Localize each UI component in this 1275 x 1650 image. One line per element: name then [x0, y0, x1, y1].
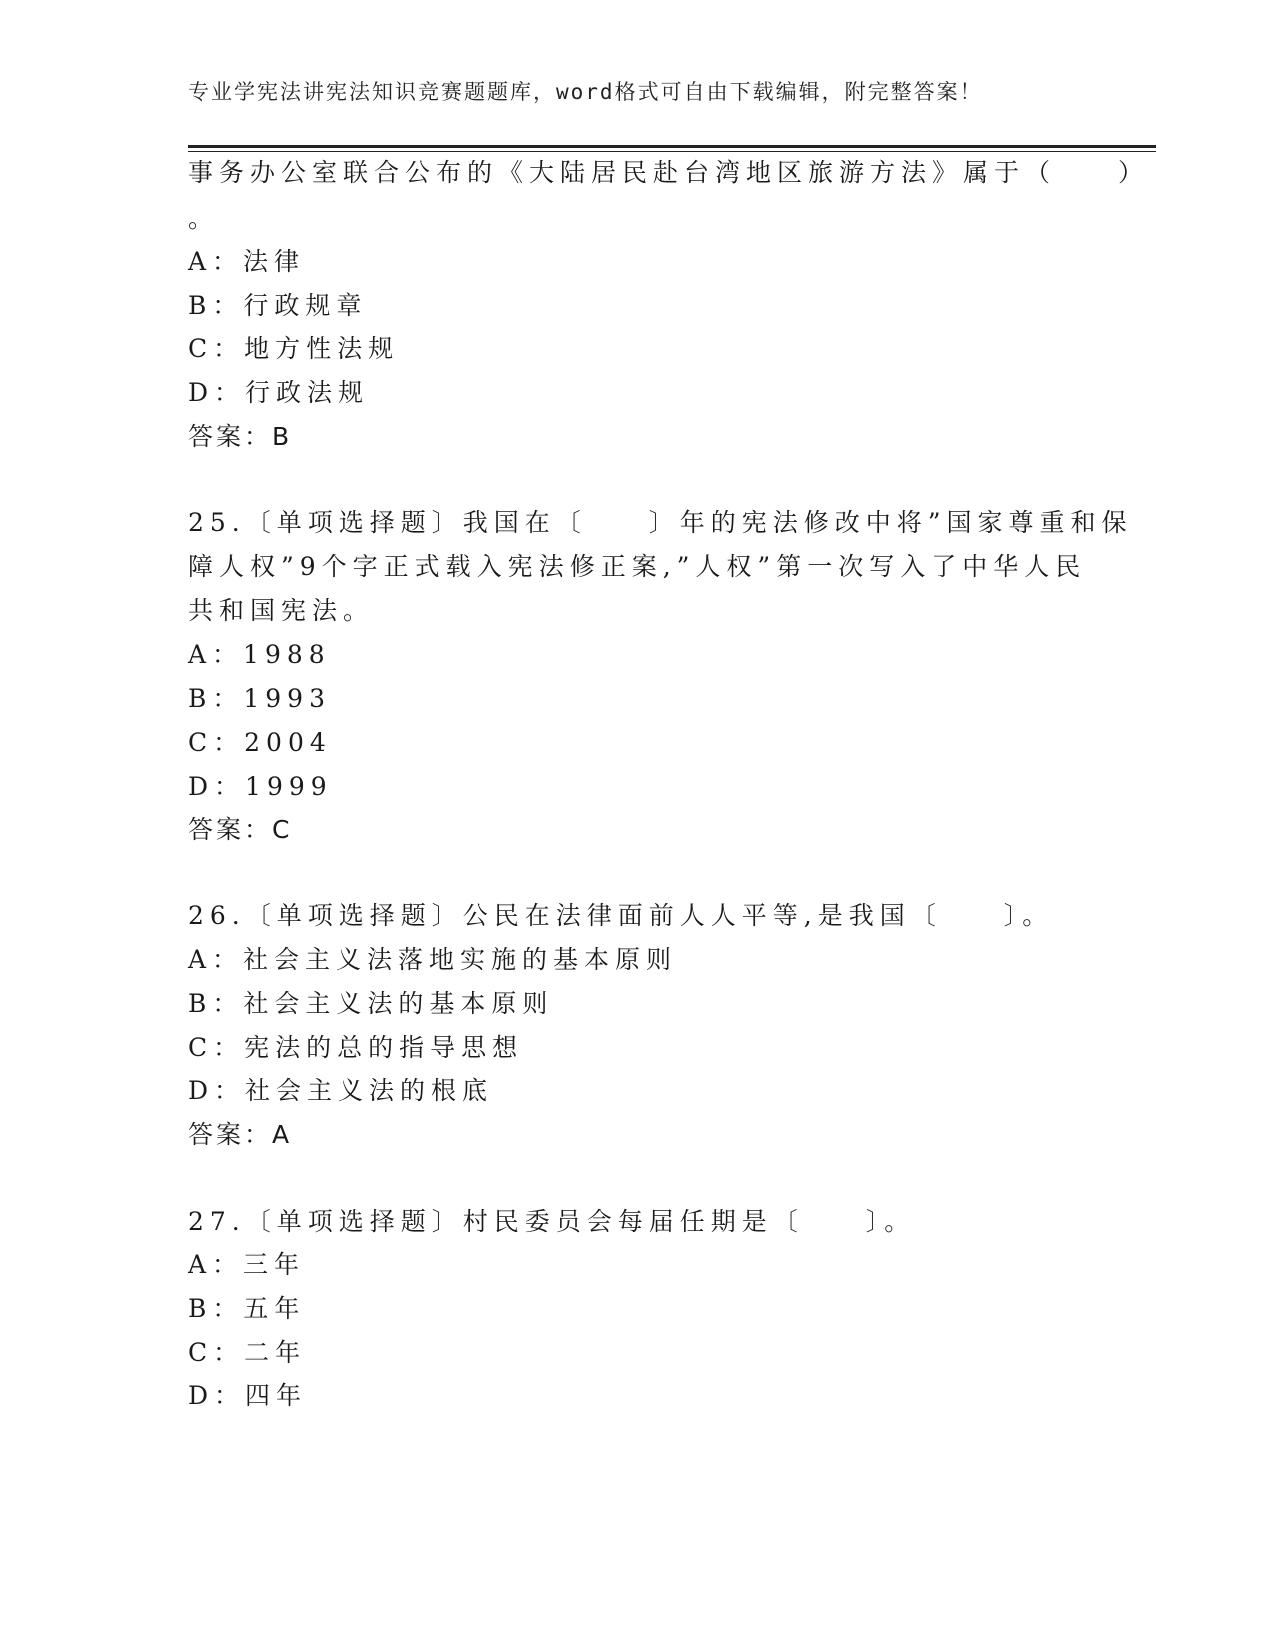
- header-rule-thin: [188, 151, 1156, 152]
- question-26-stem-line1: 26.〔单项选择题〕公民在法律面前人人平等,是我国〔 〕。: [188, 901, 1054, 930]
- question-24-stem-line2: 。: [188, 204, 220, 233]
- question-25-answer: 答案：C: [188, 815, 293, 844]
- question-24-option-d: D：行政法规: [188, 378, 370, 407]
- question-27-option-b: B：五年: [188, 1294, 306, 1323]
- question-25-stem-line1: 25.〔单项选择题〕我国在〔 〕年的宪法修改中将”国家尊重和保: [188, 508, 1133, 537]
- question-26-option-c: C：宪法的总的指导思想: [188, 1033, 524, 1062]
- question-25-option-d: D：1999: [188, 772, 333, 801]
- question-27-stem-line1: 27.〔单项选择题〕村民委员会每届任期是〔 〕。: [188, 1207, 916, 1236]
- page-header: 专业学宪法讲宪法知识竞赛题题库，word格式可自由下载编辑，附完整答案！: [188, 80, 983, 104]
- question-24-option-c: C：地方性法规: [188, 334, 400, 363]
- question-25-option-c: C：2004: [188, 728, 332, 757]
- question-24-stem-line1: 事务办公室联合公布的《大陆居民赴台湾地区旅游方法》属于（ ）: [188, 158, 1150, 187]
- question-27-option-a: A：三年: [188, 1250, 306, 1279]
- question-26-answer: 答案：A: [188, 1120, 293, 1149]
- question-24-answer: 答案：B: [188, 422, 293, 451]
- question-25-option-b: B：1993: [188, 684, 331, 713]
- question-26-option-a: A：社会主义法落地实施的基本原则: [188, 945, 678, 974]
- question-24-option-a: A：法律: [188, 247, 306, 276]
- question-26-option-b: B：社会主义法的基本原则: [188, 989, 554, 1018]
- question-25-option-a: A：1988: [188, 640, 331, 669]
- question-25-stem-line2: 障人权”9个字正式载入宪法修正案,”人权”第一次写入了中华人民: [188, 552, 1087, 581]
- header-rule-thick: [188, 145, 1156, 148]
- question-24-option-b: B：行政规章: [188, 291, 368, 320]
- question-26-option-d: D：社会主义法的根底: [188, 1076, 494, 1105]
- question-27-option-c: C：二年: [188, 1338, 307, 1367]
- question-25-stem-line3: 共和国宪法。: [188, 596, 375, 625]
- question-27-option-d: D：四年: [188, 1381, 308, 1410]
